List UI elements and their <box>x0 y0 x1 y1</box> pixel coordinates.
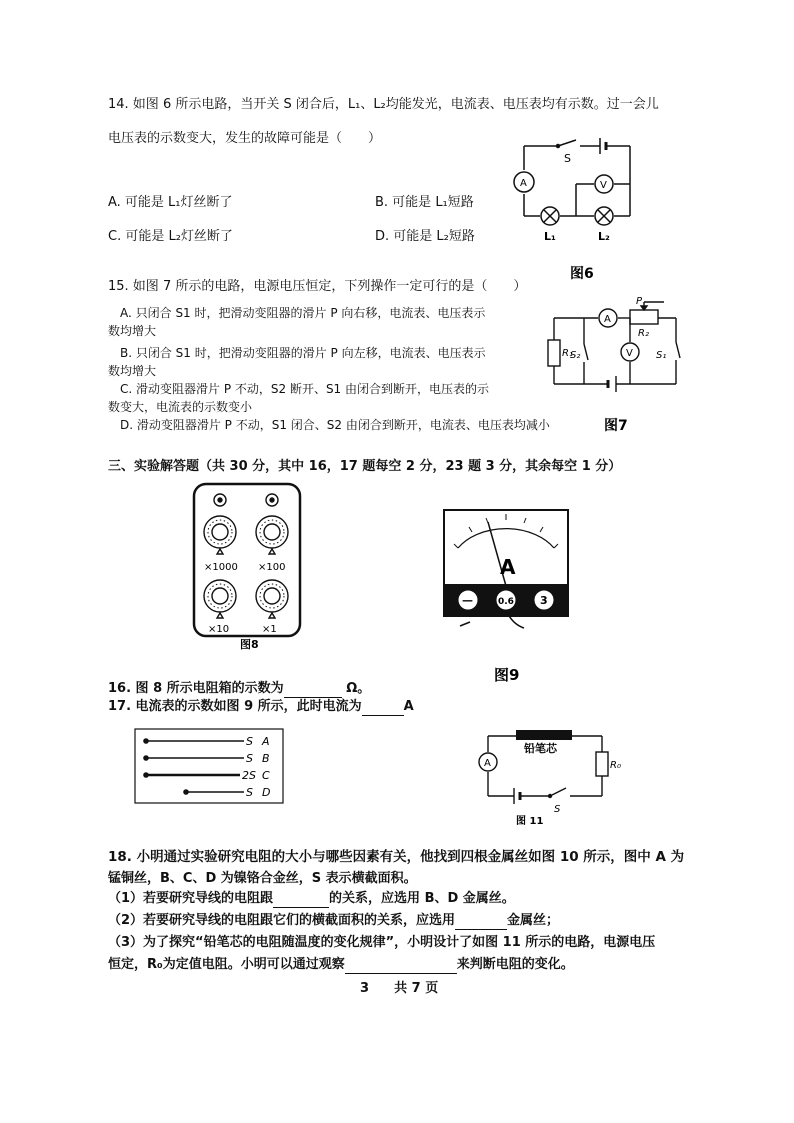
q17-text: 17. 电流表的示数如图 9 所示，此时电流为 <box>108 699 362 714</box>
q17-answer-blank[interactable] <box>362 701 404 716</box>
fig8-dial-label-100: ×100 <box>258 562 286 573</box>
fig9-caption: 图9 <box>494 666 520 684</box>
fig7-caption: 图7 <box>604 418 628 434</box>
fig9-terminal-minus: — <box>462 594 473 607</box>
q18-stem-line1: 18. 小明通过实验研究电阻的大小与哪些因素有关，他找到四根金属丝如图 10 所示，图中 A 为 <box>108 849 685 865</box>
q15-option-b-line1: B. 只闭合 S1 时，把滑动变阻器的滑片 P 向左移，电流表、电压表示 <box>120 346 486 360</box>
fig7-r2-label: R₂ <box>638 328 649 339</box>
fig6-lamp1-label: L₁ <box>544 230 556 243</box>
fig8-caption: 图8 <box>240 638 259 650</box>
q15-option-a-line2: 数均增大 <box>108 324 157 338</box>
q14-stem-line2: 电压表的示数变大，发生的故障可能是（ ） <box>108 131 382 146</box>
q18-part2 <box>108 912 559 930</box>
q14-option-d: D. 可能是 L₂短路 <box>375 229 475 244</box>
fig10-wire-d-area: S <box>246 786 253 799</box>
fig10-wire-d-name: D <box>262 786 271 799</box>
q14-option-c: C. 可能是 L₂灯丝断了 <box>108 229 233 244</box>
fig7-p-label: P <box>636 296 643 307</box>
q18-part1 <box>108 890 515 908</box>
fig10-wire-b-name: B <box>262 752 270 765</box>
page-total: 共 7 页 <box>394 981 439 996</box>
fig7-r1-label: R₁ <box>562 348 573 359</box>
fig9-unit-label: A <box>500 555 516 579</box>
q18-part1-a: （1）若要研究导线的电阻跟 <box>108 891 274 906</box>
fig11-lead-label: 铅笔芯 <box>524 742 557 755</box>
fig10-wire-a-name: A <box>262 735 270 748</box>
figure-6-circuit <box>508 138 648 288</box>
page-footer <box>360 980 438 998</box>
q18-part3-blank[interactable] <box>345 959 457 974</box>
q14-stem-line1: 14. 如图 6 所示电路，当开关 S 闭合后，L₁、L₂均能发光，电流表、电压表均有示数。过一会儿 <box>108 97 659 112</box>
q15-stem: 15. 如图 7 所示的电路，电源电压恒定，下列操作一定可行的是（ ） <box>108 279 527 294</box>
figure-10-metal-wires <box>134 728 284 804</box>
fig7-s1-label: S₁ <box>656 350 667 361</box>
page-number: 3 <box>360 981 370 996</box>
fig6-switch-label: S <box>564 152 571 165</box>
q15-option-c-line1: C. 滑动变阻器滑片 P 不动，S2 断开、S1 由闭合到断开，电压表的示 <box>120 382 490 396</box>
fig10-wire-c-name: C <box>262 769 270 782</box>
figure-8-resistance-box <box>192 482 304 650</box>
section3-heading: 三、实验解答题（共 30 分，其中 16，17 题每空 2 分，23 题 3 分，其余每空 1 分） <box>108 459 622 474</box>
fig10-wire-b-area: S <box>246 752 253 765</box>
q18-part2-a: （2）若要研究导线的电阻跟它们的横截面积的关系，应选用 <box>108 913 456 928</box>
fig6-voltmeter-label: V <box>600 180 607 191</box>
fig11-ammeter-label: A <box>484 758 491 769</box>
fig7-s2-label: S₂ <box>570 350 581 361</box>
fig9-terminal-06: 0.6 <box>498 597 514 607</box>
figure-9-ammeter <box>442 508 572 686</box>
fig8-dial-label-10: ×10 <box>208 624 230 635</box>
q18-part3-line2 <box>108 956 574 974</box>
q15-option-c-line2: 数变大，电流表的示数变小 <box>108 400 253 414</box>
q18-part2-blank[interactable] <box>455 915 507 930</box>
q15-option-b-line2: 数均增大 <box>108 364 157 378</box>
fig8-dial-label-1: ×1 <box>262 624 277 635</box>
q15-option-a-line1: A. 只闭合 S1 时，把滑动变阻器的滑片 P 向右移，电流表、电压表示 <box>120 306 486 320</box>
fig6-ammeter-label: A <box>520 178 527 189</box>
fig6-caption: 图6 <box>570 266 594 282</box>
q16-unit: Ω。 <box>346 681 371 696</box>
fig7-ammeter-label: A <box>604 314 611 325</box>
fig11-r0-label: R₀ <box>610 760 621 771</box>
fig10-wire-c-area: 2S <box>242 769 256 782</box>
q18-part2-b: 金属丝； <box>507 913 560 928</box>
fig9-terminal-3: 3 <box>540 594 548 607</box>
q18-stem-line2: 锰铜丝，B、C、D 为镍铬合金丝，S 表示横截面积。 <box>108 871 417 886</box>
q18-part3-b: 恒定，R₀为定值电阻。小明可以通过观察 <box>108 957 345 972</box>
figure-7-circuit <box>544 296 692 436</box>
q14-option-a: A. 可能是 L₁灯丝断了 <box>108 195 233 210</box>
q17-unit: A <box>403 699 414 714</box>
figure-11-circuit <box>466 726 626 826</box>
q16-line <box>108 680 370 698</box>
q17-line <box>108 698 414 716</box>
fig7-voltmeter-label: V <box>626 348 633 359</box>
q16-text: 16. 图 8 所示电阻箱的示数为 <box>108 681 284 696</box>
fig11-switch-label: S <box>554 804 561 815</box>
q14-option-b: B. 可能是 L₁短路 <box>375 195 474 210</box>
fig10-wire-a-area: S <box>246 735 253 748</box>
q15-option-d: D. 滑动变阻器滑片 P 不动，S1 闭合、S2 由闭合到断开，电流表、电压表均减小 <box>120 418 550 432</box>
fig8-dial-label-1000: ×1000 <box>204 562 238 573</box>
q18-part3-c: 来判断电阻的变化。 <box>456 957 574 972</box>
q18-part1-b: 的关系，应选用 B、D 金属丝。 <box>329 891 515 906</box>
fig11-caption: 图 11 <box>516 816 544 826</box>
q18-part1-blank[interactable] <box>273 893 329 908</box>
fig6-lamp2-label: L₂ <box>598 230 610 243</box>
q18-part3-line1: （3）为了探究“铅笔芯的电阻随温度的变化规律”，小明设计了如图 11 所示的电路，电源电压 <box>108 935 656 950</box>
q16-answer-blank[interactable] <box>284 683 342 698</box>
